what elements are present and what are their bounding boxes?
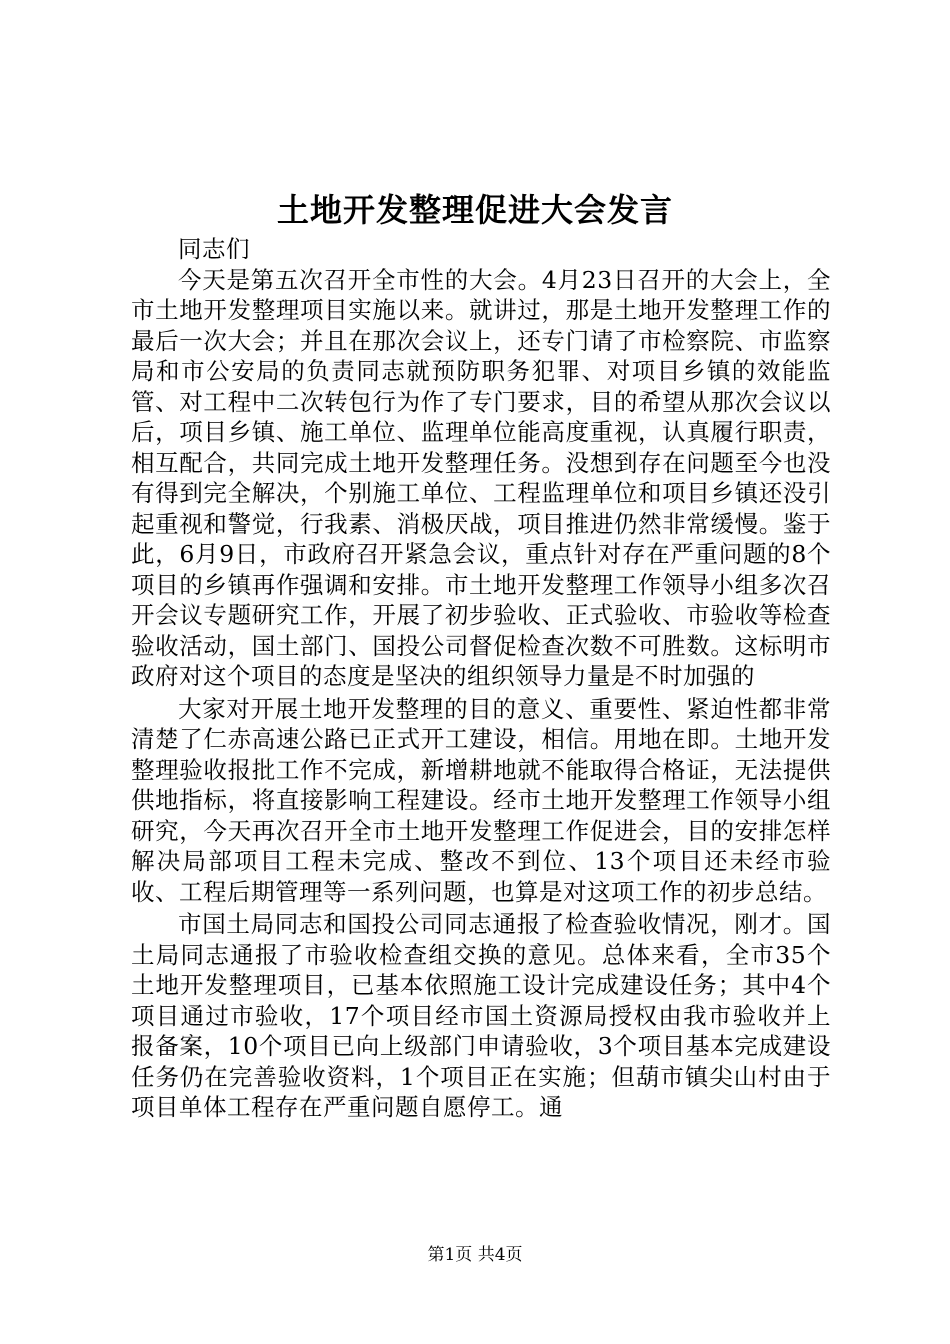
paragraph-1: 今天是第五次召开全市性的大会。4月23日召开的大会上，全市土地开发整理项目实施以来。就讲过，那是土地开发整理工作的最后一次大会；并且在那次会议上，还专门请了市检察院、市监察局和市公安局的负责同志就预防职务犯罪、对项目乡镇的效能监管、对工程中二次转包行为作了专门要求，目的希望从那次会议以后，项目乡镇、施工单位、监理单位能高度重视，认真履行职责，相互配合，共同完成土地开发整理任务。没想到存在问题至今也没有得到完全解决，个别施工单位、工程监理单位和项目乡镇还没引起重视和警觉，行我素、消极厌战，项目推进仍然非常缓慢。鉴于此，6月9日，市政府召开紧急会议，重点针对存在严重问题的8个项目的乡镇再作强调和安排。市土地开发整理工作领导小组多次召开会议专题研究工作，开展了初步验收、正式验收、市验收等检查验收活动，国土部门、国投公司督促检查次数不可胜数。这标明市政府对这个项目的态度是坚决的组织领导力量是不时加强的 (131, 265, 831, 690)
page-title: 土地开发整理促进大会发言 (276, 191, 673, 229)
document-body (131, 234, 831, 1123)
page-footer: 第1页 共4页 (427, 1245, 523, 1265)
salutation: 同志们 (178, 235, 250, 263)
paragraph-2: 大家对开展土地开发整理的目的意义、重要性、紧迫性都非常清楚了仁赤高速公路已正式开工建设，相信。用地在即。土地开发整理验收报批工作不完成，新增耕地就不能取得合格证，无法提供供地指标，将直接影响工程建设。经市土地开发整理工作领导小组研究，今天再次召开全市土地开发整理工作促进会，目的安排怎样解决局部项目工程未完成、整改不到位、13个项目还未经市验收、工程后期管理等一系列问题，也算是对这项工作的初步总结。 (131, 694, 831, 906)
paragraph-3: 市国土局同志和国投公司同志通报了检查验收情况，刚才。国土局同志通报了市验收检查组交换的意见。总体来看，全市35个土地开发整理项目，已基本依照施工设计完成建设任务；其中4个项目通过市验收，17个项目经市国土资源局授权由我市验收并上报备案，10个项目已向上级部门申请验收，3个项目基本完成建设任务仍在完善验收资料，1个项目正在实施；但葫市镇尖山村由于项目单体工程存在严重问题自愿停工。通 (131, 910, 831, 1121)
